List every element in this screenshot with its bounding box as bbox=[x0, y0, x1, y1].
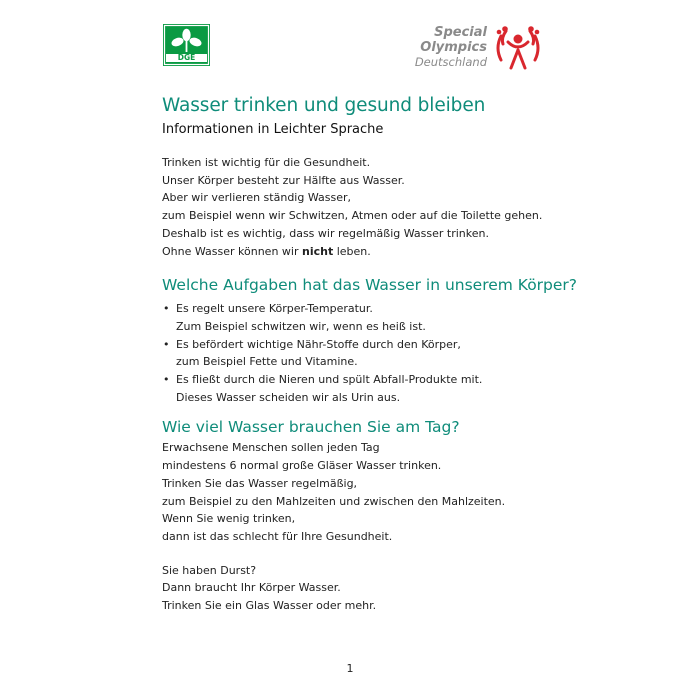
section-heading-amount: Wie viel Wasser brauchen Sie am Tag? bbox=[162, 418, 460, 437]
so-line-olympics: Olympics bbox=[420, 40, 487, 55]
intro-line-last bbox=[162, 243, 582, 261]
so-line-special: Special bbox=[434, 25, 487, 40]
bullet-icon: • bbox=[163, 337, 170, 351]
section-heading-tasks: Welche Aufgaben hat das Wasser in unserem Körper? bbox=[162, 276, 578, 295]
thirst-line: Sie haben Durst? bbox=[162, 563, 257, 577]
list-item bbox=[162, 336, 582, 371]
amount-paragraph bbox=[162, 439, 582, 545]
page-title: Wasser trinken und gesund bleiben bbox=[162, 95, 486, 116]
special-olympics-figure-icon bbox=[491, 22, 545, 74]
intro-paragraph bbox=[162, 154, 582, 260]
intro-line: zum Beispiel wenn wir Schwitzen, Atmen oder auf die Toilette gehen. bbox=[162, 209, 543, 223]
special-olympics-logo bbox=[410, 22, 545, 74]
amount-line: Erwachsene Menschen sollen jeden Tag bbox=[162, 441, 380, 455]
page-subtitle: Informationen in Leichter Sprache bbox=[162, 122, 384, 137]
page-number: 1 bbox=[346, 662, 354, 675]
thirst-line: Dann braucht Ihr Körper Wasser. bbox=[162, 581, 341, 595]
intro-line: Trinken ist wichtig für die Gesundheit. bbox=[162, 156, 371, 169]
amount-line: Wenn Sie wenig trinken, bbox=[162, 512, 296, 526]
amount-line: zum Beispiel zu den Mahlzeiten und zwischen den Mahlzeiten. bbox=[162, 494, 506, 508]
thirst-paragraph bbox=[162, 562, 582, 615]
bullet-icon: • bbox=[163, 373, 170, 387]
list-item-line: Dieses Wasser scheiden wir als Urin aus. bbox=[176, 390, 401, 404]
list-item-line: Es fließt durch die Nieren und spült Abfall-Produkte mit. bbox=[176, 373, 483, 387]
intro-line: Unser Körper besteht zur Hälfte aus Wasser. bbox=[162, 173, 405, 187]
intro-last-after: leben. bbox=[333, 244, 371, 258]
list-item-line: Es regelt unsere Körper-Temperatur. bbox=[176, 302, 373, 316]
list-item-line: Zum Beispiel schwitzen wir, wenn es heiß ist. bbox=[176, 319, 426, 333]
main-content bbox=[162, 94, 582, 615]
amount-line: dann ist das schlecht für Ihre Gesundheit. bbox=[162, 529, 393, 543]
intro-last-bold: nicht bbox=[302, 244, 334, 258]
intro-line: Aber wir verlieren ständig Wasser, bbox=[162, 191, 351, 205]
thirst-line: Trinken Sie ein Glas Wasser oder mehr. bbox=[162, 599, 377, 613]
intro-last-before: Ohne Wasser können wir bbox=[162, 244, 302, 258]
list-item bbox=[162, 300, 582, 335]
tasks-bullet-list bbox=[162, 300, 582, 406]
list-item-line: Es befördert wichtige Nähr-Stoffe durch den Körper, bbox=[176, 337, 461, 351]
dge-logo-text: DGE bbox=[177, 53, 196, 62]
so-line-deutschland: Deutschland bbox=[414, 55, 487, 69]
list-item bbox=[162, 371, 582, 406]
special-olympics-wordmark bbox=[415, 25, 487, 70]
intro-line: Deshalb ist es wichtig, dass wir regelmäßig Wasser trinken. bbox=[162, 226, 489, 240]
amount-line: Trinken Sie das Wasser regelmäßig, bbox=[162, 476, 358, 490]
dge-logo bbox=[163, 24, 210, 66]
amount-line: mindestens 6 normal große Gläser Wasser trinken. bbox=[162, 459, 442, 473]
list-item-line: zum Beispiel Fette und Vitamine. bbox=[176, 355, 358, 369]
bullet-icon: • bbox=[163, 302, 170, 316]
